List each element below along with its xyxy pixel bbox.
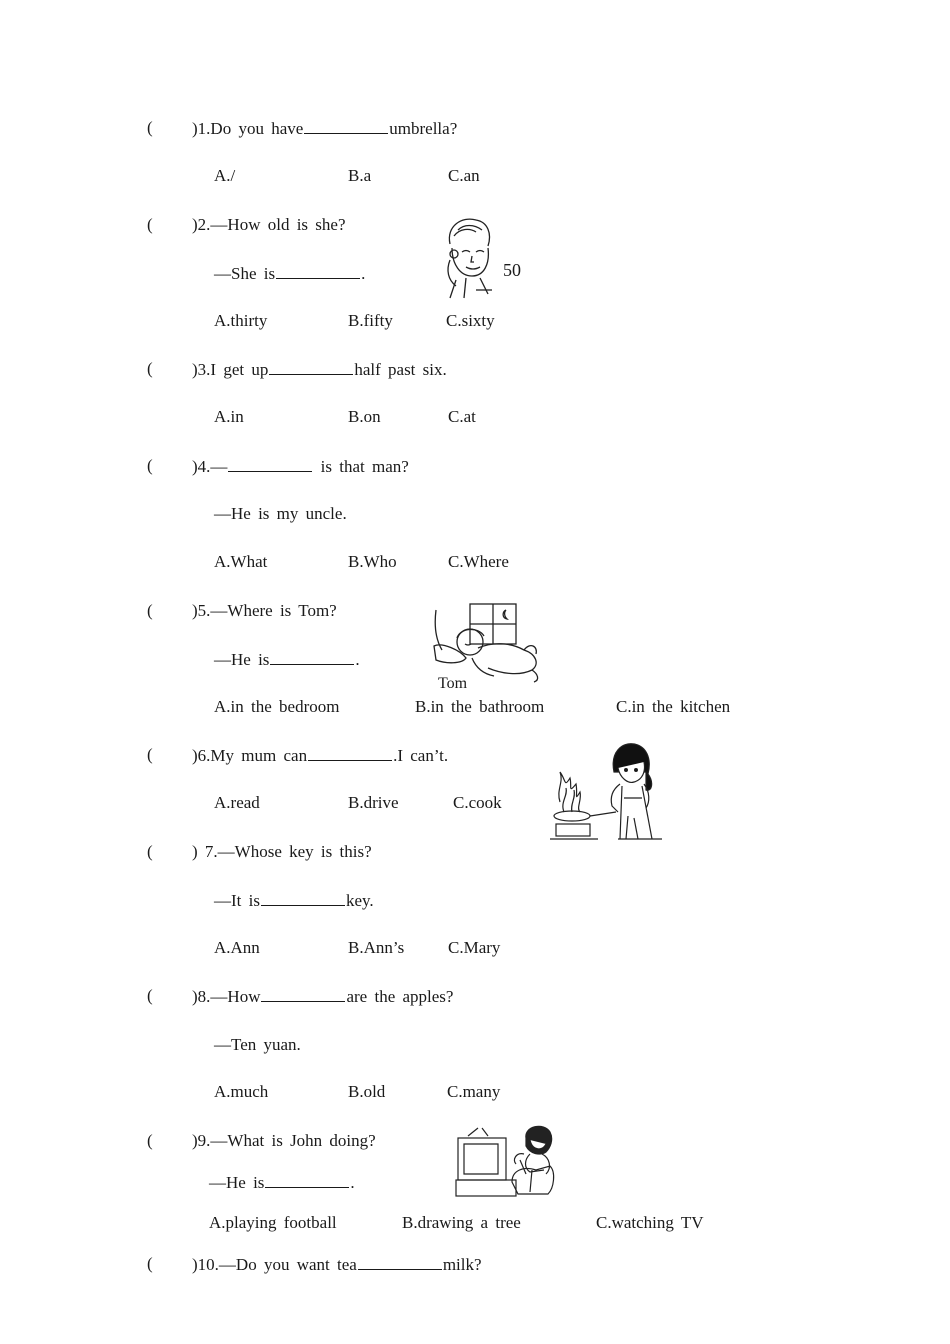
answer-paren[interactable]: ( (147, 118, 153, 137)
option-c: C.Where (448, 552, 509, 571)
option-a: A.thirty (214, 311, 268, 330)
option-a: A.read (214, 793, 260, 812)
question-3-suffix: half past six. (354, 360, 447, 379)
question-3-blank[interactable] (269, 359, 353, 375)
option-b: B.fifty (348, 311, 393, 330)
answer-paren[interactable]: ( (147, 1254, 153, 1273)
option-a: A./ (214, 166, 236, 185)
option-a: A.What (214, 552, 268, 571)
question-10-blank[interactable] (358, 1254, 442, 1270)
question-10-suffix: milk? (442, 1255, 482, 1274)
answer-paren[interactable]: ( (147, 1131, 153, 1150)
answer-paren[interactable]: ( (147, 359, 153, 378)
option-b: B.a (348, 166, 372, 185)
name-label: Tom (438, 675, 468, 692)
question-7-answer-prefix: —It is (214, 891, 260, 910)
option-c: C.sixty (446, 311, 495, 330)
option-b: B.old (348, 1082, 386, 1101)
answer-paren[interactable]: ( (147, 745, 153, 764)
question-7-text: ) 7.—Whose key is this? (192, 842, 372, 861)
question-6-prefix: )6.My mum can (192, 746, 308, 765)
option-b: B.Ann’s (348, 938, 405, 957)
question-4-answer-text: —He is my uncle. (214, 504, 347, 523)
option-b: B.drive (348, 793, 399, 812)
question-6-blank[interactable] (308, 745, 392, 761)
answer-paren[interactable]: ( (147, 215, 153, 234)
option-a: A.in the bedroom (214, 697, 340, 716)
question-6-suffix: .I can’t. (393, 746, 449, 765)
answer-paren[interactable]: ( (147, 456, 153, 475)
question-8-suffix: are the apples? (346, 987, 454, 1006)
answer-paren[interactable]: ( (147, 842, 153, 861)
answer-paren[interactable]: ( (147, 986, 153, 1005)
option-b: B.in the bathroom (415, 697, 545, 716)
watching-tv-illustration (454, 1124, 564, 1198)
question-9-answer-suffix: . (350, 1173, 355, 1192)
question-1-suffix: umbrella? (389, 119, 458, 138)
question-1-prefix: )1.Do you have (192, 119, 304, 138)
option-b: B.drawing a tree (402, 1213, 521, 1232)
question-2-answer-suffix: . (361, 264, 366, 283)
question-7-answer-suffix: key. (345, 891, 374, 910)
question-10-prefix: )10.—Do you want tea (192, 1255, 357, 1274)
option-b: B.Who (348, 552, 397, 571)
question-5-answer-suffix: . (355, 650, 360, 669)
question-5-blank[interactable] (270, 649, 354, 665)
question-2-answer-prefix: —She is (214, 264, 276, 283)
question-1-blank[interactable] (304, 118, 388, 134)
question-4-prefix: )4.— (192, 457, 228, 476)
answer-paren[interactable]: ( (147, 601, 153, 620)
option-c: C.many (447, 1082, 501, 1101)
question-8-prefix: )8.—How (192, 987, 261, 1006)
option-a: A.Ann (214, 938, 260, 957)
option-c: C.an (448, 166, 480, 185)
question-9-text: )9.—What is John doing? (192, 1131, 376, 1150)
question-2-text: )2.—How old is she? (192, 215, 346, 234)
sleeping-boy-illustration (432, 602, 547, 692)
question-9-answer-prefix: —He is (209, 1173, 265, 1192)
question-2-blank[interactable] (276, 263, 360, 279)
option-a: A.much (214, 1082, 269, 1101)
cooking-woman-illustration (550, 742, 665, 842)
question-9-blank[interactable] (265, 1172, 349, 1188)
age-label: 50 (503, 260, 521, 280)
option-c: C.cook (453, 793, 502, 812)
option-a: A.in (214, 407, 244, 426)
grandmother-illustration (436, 214, 536, 300)
option-a: A.playing football (209, 1213, 337, 1232)
question-4-blank[interactable] (228, 456, 312, 472)
option-c: C.Mary (448, 938, 501, 957)
question-3-prefix: )3.I get up (192, 360, 269, 379)
question-4-suffix: is that man? (313, 457, 409, 476)
option-b: B.on (348, 407, 381, 426)
question-5-answer-prefix: —He is (214, 650, 270, 669)
option-c: C.watching TV (596, 1213, 704, 1232)
question-5-text: )5.—Where is Tom? (192, 601, 337, 620)
option-c: C.in the kitchen (616, 697, 731, 716)
question-8-blank[interactable] (261, 986, 345, 1002)
question-8-answer-text: —Ten yuan. (214, 1035, 301, 1054)
question-7-blank[interactable] (261, 890, 345, 906)
option-c: C.at (448, 407, 476, 426)
